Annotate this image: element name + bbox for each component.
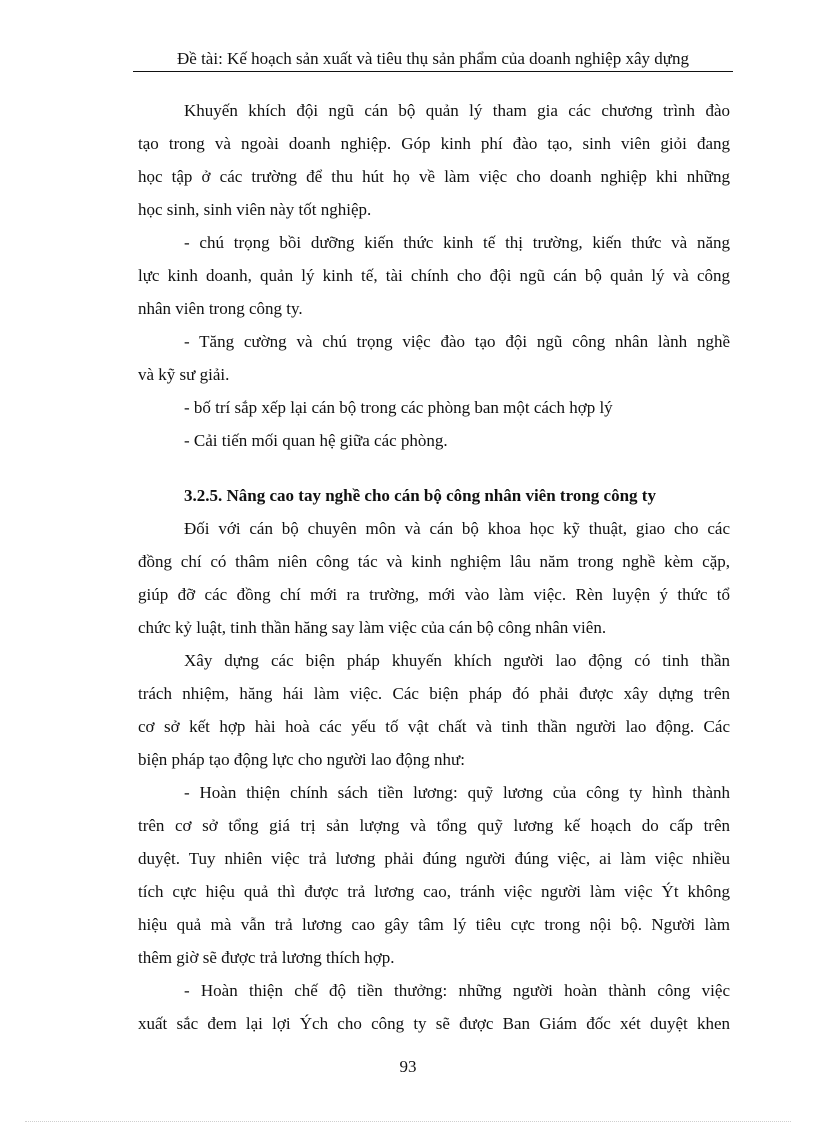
text-line: trên cơ sở tổng giá trị sản lượng và tổng quỹ lương kế hoạch do cấp trên [138, 816, 730, 835]
document-body [138, 94, 730, 1040]
text-line: - Hoàn thiện chế độ tiền thưởng: những người hoàn thành công việc [184, 981, 730, 1000]
text-line: thêm giờ sẽ được trả lương thích hợp. [138, 948, 395, 967]
text-line: - Hoàn thiện chính sách tiền lương: quỹ lương của công ty hình thành [184, 783, 730, 802]
section-spacer [138, 457, 730, 479]
section-heading: 3.2.5. Nâng cao tay nghề cho cán bộ công nhân viên trong công ty [184, 486, 656, 505]
text-line: trách nhiệm, hăng hái làm việc. Các biện pháp đó phải được xây dựng trên [138, 684, 730, 703]
text-line: và kỹ sư giải. [138, 365, 230, 384]
text-line: Xây dựng các biện pháp khuyến khích người lao động có tinh thần [184, 651, 730, 670]
paragraph-motivation-measures [138, 644, 730, 776]
text-line: - Tăng cường và chú trọng việc đào tạo đội ngũ công nhân lành nghề [184, 332, 730, 351]
page-bottom-border [25, 1121, 791, 1122]
text-line: duyệt. Tuy nhiên việc trả lương phải đúng người đúng việc, ai làm việc nhiều [138, 849, 730, 868]
paragraph-training-incentives [138, 94, 730, 226]
text-line: Khuyến khích đội ngũ cán bộ quản lý tham gia các chương trình đào [184, 101, 730, 120]
text-line: giúp đỡ các đồng chí mới ra trường, mới vào làm việc. Rèn luyện ý thức tổ [138, 585, 730, 604]
paragraph-bonus-policy [138, 974, 730, 1040]
text-line: cơ sở kết hợp hài hoà các yếu tố vật chất và tinh thần người lao động. Các [138, 717, 730, 736]
paragraph-knowledge-training [138, 226, 730, 325]
text-line: Đối với cán bộ chuyên môn và cán bộ khoa học kỹ thuật, giao cho các [184, 519, 730, 538]
text-line: lực kinh doanh, quản lý kinh tế, tài chính cho đội ngũ cán bộ quản lý và công [138, 266, 730, 285]
text-line: tích cực hiệu quả thì được trả lương cao, tránh việc người làm việc Ýt không [138, 882, 730, 901]
text-line: học tập ở các trường để thu hút họ về làm việc cho doanh nghiệp khi những [138, 167, 730, 186]
running-header: Đề tài: Kế hoạch sản xuất và tiêu thụ sản phẩm của doanh nghiệp xây dựng [177, 49, 689, 68]
paragraph-skilled-workers [138, 325, 730, 391]
text-line: học sinh, sinh viên này tốt nghiệp. [138, 200, 372, 219]
header-divider [133, 71, 733, 72]
page-number: 93 [399, 1057, 417, 1076]
paragraph-salary-policy [138, 776, 730, 974]
paragraph-department-relations: - Cải tiến mối quan hệ giữa các phòng. [184, 431, 448, 450]
paragraph-mentoring [138, 512, 730, 644]
text-line: tạo trong và ngoài doanh nghiệp. Góp kinh phí đào tạo, sinh viên giỏi đang [138, 134, 730, 153]
text-line: chức kỷ luật, tinh thần hăng say làm việc của cán bộ công nhân viên. [138, 618, 607, 637]
paragraph-staff-arrangement: - bố trí sắp xếp lại cán bộ trong các phòng ban một cách hợp lý [184, 398, 613, 417]
text-line: nhân viên trong công ty. [138, 299, 303, 318]
text-line: - chú trọng bồi dưỡng kiến thức kinh tế thị trường, kiến thức và năng [184, 233, 730, 252]
text-line: hiệu quả mà vẫn trả lương cao gây tâm lý tiêu cực trong nội bộ. Người làm [138, 915, 730, 934]
text-line: biện pháp tạo động lực cho người lao động như: [138, 750, 465, 769]
text-line: xuất sắc đem lại lợi Ých cho công ty sẽ được Ban Giám đốc xét duyệt khen [138, 1014, 730, 1033]
text-line: đồng chí có thâm niên công tác và kinh nghiệm lâu năm trong nghề kèm cặp, [138, 552, 730, 571]
